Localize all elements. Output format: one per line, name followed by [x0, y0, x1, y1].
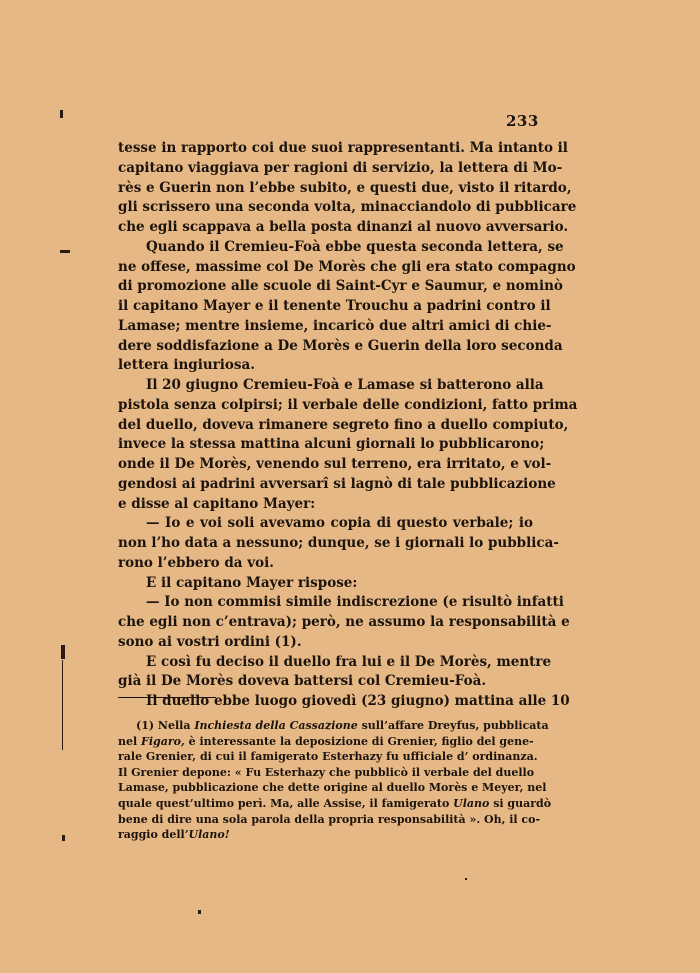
text-line: già il De Morès doveva battersi col Cremieu-Foà. — [118, 673, 487, 690]
body-text — [118, 139, 578, 712]
text-line: gli scrissero una seconda volta, minacciandolo di pubblicare — [118, 199, 577, 216]
text-line: gendosi ai padrini avversarî si lagnò di tale pubblicazione — [118, 475, 556, 492]
footnote — [118, 718, 552, 843]
text-line: E così fu deciso il duello fra lui e il De Morès, mentre — [146, 653, 552, 670]
text-line: — Io non commisi simile indiscrezione (e risultò infatti — [146, 594, 564, 611]
footnote-text: si guardò — [493, 796, 552, 810]
footnote-line — [118, 796, 552, 812]
text-line: Quando il Cremieu-Foà ebbe questa seconda lettera, se — [146, 238, 564, 255]
text-line: onde il De Morès, venendo sul terreno, era irritato, e vol- — [118, 456, 552, 472]
text-line: Il duello ebbe luogo giovedì (23 giugno) mattina alle 10 — [146, 693, 570, 709]
footnote-line: Lamase, pubblicazione che dette origine al duello Morès e Meyer, nel — [118, 781, 547, 795]
footnote-separator — [118, 697, 216, 698]
text-line: di promozione alle scuole di Saint-Cyr e Saumur, e nominò — [118, 278, 563, 295]
ulano-word: Ulano — [453, 796, 490, 810]
footnote-text: quale quest’ultimo perì. Ma, alle Assise, il famigerato — [118, 796, 450, 810]
footnote-text: Nella — [157, 719, 191, 732]
ulano-word: Ulano! — [188, 828, 230, 842]
footnote-text: nel — [118, 734, 138, 748]
margin-speck — [61, 645, 65, 659]
page-number: 233 — [506, 112, 539, 130]
text-line: ne offese, massime col De Morès che gli era stato compagno — [118, 258, 576, 275]
text-line: Lamase; mentre insieme, incaricò due altri amici di chie- — [118, 317, 552, 334]
text-line: Il 20 giugno Cremieu-Foà e Lamase si batterono alla — [146, 377, 544, 393]
margin-rule — [62, 660, 63, 750]
margin-speck — [465, 878, 467, 880]
footnote-text: è interessante la deposizione di Grenier, figlio del gene- — [188, 734, 534, 748]
margin-speck — [60, 250, 70, 253]
text-line: tesse in rapporto coi due suoi rappresentanti. Ma intanto il — [118, 140, 568, 156]
text-line: il capitano Mayer e il tenente Trouchu a padrini contro il — [118, 298, 551, 314]
footnote-line: bene di dire una sola parola della propria responsabilità ». Oh, il co- — [118, 812, 541, 826]
text-line: e disse al capitano Mayer: — [118, 495, 316, 512]
footnote-text: sull’affare Dreyfus, pubblicata — [361, 719, 549, 732]
footnote-text: raggio dell’ — [118, 828, 189, 842]
footnote-line: rale Grenier, di cui il famigerato Esterhazy fu ufficiale d’ ordinanza. — [118, 750, 538, 764]
margin-speck — [198, 910, 201, 914]
text-line: rono l’ebbero da voi. — [118, 554, 274, 571]
footnote-line: Il Grenier depone: « Fu Esterhazy che pubblicò il verbale del duello — [118, 765, 535, 779]
footnote-line — [118, 734, 533, 750]
text-line: dere soddisfazione a De Morès e Guerin della loro seconda — [118, 337, 563, 354]
text-line: del duello, doveva rimanere segreto fino a duello compiuto, — [118, 416, 569, 433]
text-line: che egli non c’entrava); però, ne assumo la responsabilità e — [118, 614, 570, 630]
text-line: sono ai vostri ordini (1). — [118, 633, 302, 650]
footnote-line — [118, 827, 533, 843]
footnote-line — [118, 718, 549, 734]
text-line: pistola senza colpirsi; il verbale delle condizioni, fatto prima — [118, 396, 578, 413]
text-line: invece la stessa mattina alcuni giornali lo pubblicarono; — [118, 436, 545, 453]
newspaper-title: Figaro, — [141, 734, 185, 748]
text-line: che egli scappava a bella posta dinanzi al nuovo avversario. — [118, 219, 569, 235]
text-line: E il capitano Mayer rispose: — [146, 574, 358, 591]
text-line: non l’ho data a nessuno; dunque, se i giornali lo pubblica- — [118, 535, 559, 551]
text-line: — Io e voi soli avevamo copia di questo verbale; io — [146, 515, 533, 532]
text-line: rès e Guerin non l’ebbe subito, e questi due, visto il ritardo, — [118, 179, 572, 196]
text-line: lettera ingiuriosa. — [118, 357, 255, 374]
footnote-marker: (1) — [136, 719, 155, 732]
margin-speck — [60, 110, 63, 118]
work-title: Inchiesta della Cassazione — [194, 719, 358, 732]
text-line: capitano viaggiava per ragioni di servizio, la lettera di Mo- — [118, 159, 563, 176]
margin-speck — [62, 835, 65, 841]
